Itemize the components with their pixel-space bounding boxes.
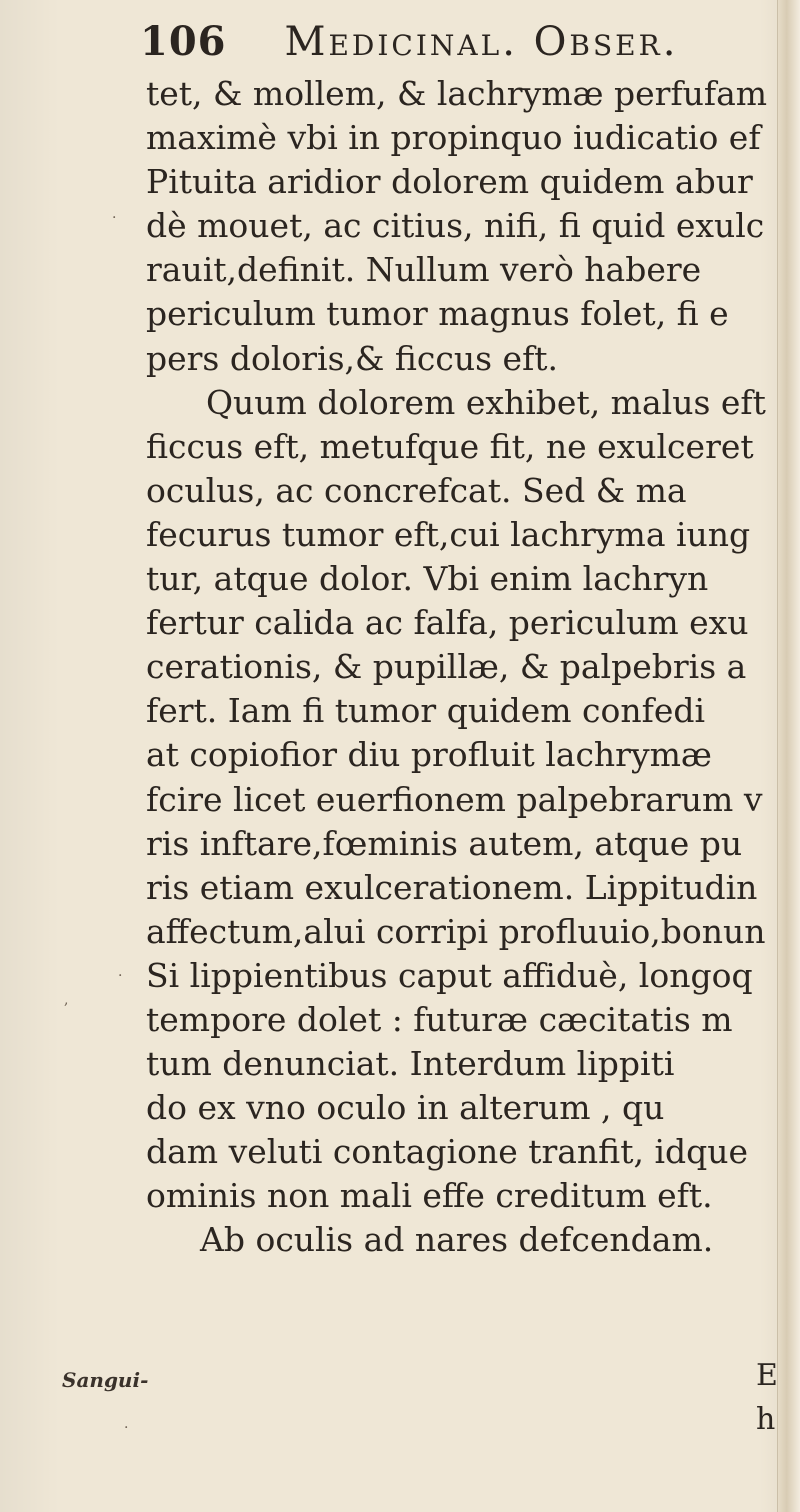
catchword-lower: h [756, 1402, 776, 1437]
text-line: rauit,definit. Nullum verò habere [146, 250, 702, 290]
text-line: affectum,alui corripi profluuio,bonun [146, 911, 766, 951]
text-line: ficcus eft, metufque fit, ne exulceret [146, 426, 754, 466]
text-line: Si lippientibus caput affiduè, longoq [146, 955, 753, 995]
text-line: tet, & mollem, & lachrymæ perfufam [146, 74, 768, 113]
body-text [146, 72, 786, 1263]
text-line: fertur calida ac falfa, periculum exu [146, 603, 749, 643]
text-line: dè mouet, ac citius, nifi, fi quid exulc [146, 206, 765, 246]
text-line: tum denunciat. Interdum lippiti [146, 1044, 675, 1084]
text-line: fcire licet euerfionem palpebrarum v [146, 779, 763, 819]
text-line: ominis non mali effe creditum eft. [146, 1176, 713, 1216]
ink-speck: , [64, 992, 69, 1008]
page-header [140, 18, 780, 78]
text-line: Ab oculis ad nares defcendam. [200, 1220, 714, 1260]
running-head: Medicinal. Obser. [284, 19, 679, 65]
text-line: fecurus tumor eft,cui lachryma iung [146, 514, 751, 554]
text-line: pers doloris,& ficcus eft. [146, 338, 559, 378]
text-line: cerationis, & pupillæ, & palpebris a [146, 647, 747, 687]
marginal-note: Sangui- [62, 1368, 149, 1392]
page-number: 106 [140, 18, 227, 65]
ink-speck: · [118, 968, 123, 984]
text-line: dam veluti contagione tranfit, idque [146, 1132, 749, 1172]
text-line: at copiofior diu profluit lachrymæ [146, 735, 712, 775]
ink-speck: · [124, 1420, 129, 1436]
text-line: do ex vno oculo in alterum , qu [146, 1088, 665, 1128]
text-line: maximè vbi in propinquo iudicatio ef [146, 118, 761, 158]
ink-speck: · [112, 210, 117, 226]
text-line: fert. Iam fi tumor quidem confedi [146, 691, 706, 731]
text-line: tur, atque dolor. Vbi enim lachryn [146, 559, 709, 599]
text-line: tempore dolet : futuræ cæcitatis m [146, 999, 733, 1039]
text-line: Pituita aridior dolorem quidem abur [146, 162, 753, 202]
text-line: ris inftare,fœminis autem, atque pu [146, 823, 743, 863]
text-line: periculum tumor magnus folet, fi e [146, 294, 729, 334]
text-line: ris etiam exulcerationem. Lippitudin [146, 867, 758, 907]
text-line: oculus, ac concrefcat. Sed & ma [146, 470, 687, 510]
catchword-upper: E [756, 1358, 778, 1393]
text-line: Quum dolorem exhibet, malus eft [206, 382, 766, 422]
